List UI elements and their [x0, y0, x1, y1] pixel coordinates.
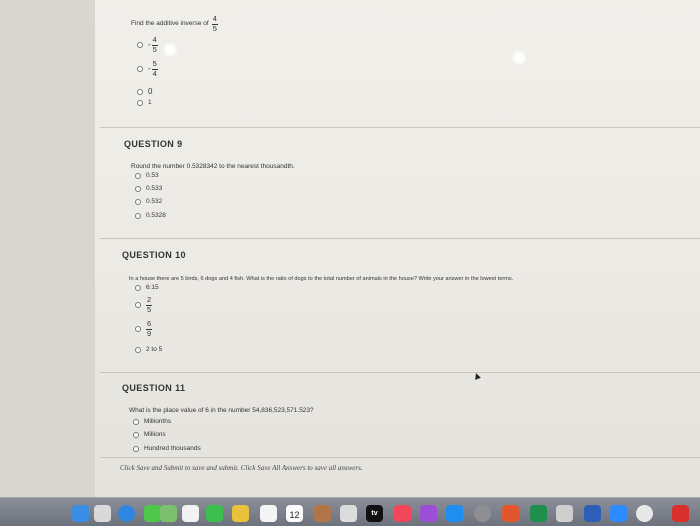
- radio-button[interactable]: [135, 173, 141, 179]
- zoom-icon[interactable]: [610, 505, 627, 522]
- question-8-fraction: $\frac{4}{5}$: [212, 14, 217, 34]
- excel-icon[interactable]: [530, 505, 547, 522]
- radio-button[interactable]: [137, 100, 143, 106]
- launchpad-icon[interactable]: [94, 505, 111, 522]
- divider: [100, 457, 700, 458]
- question-8-prompt-text: Find the additive inverse of: [131, 20, 209, 28]
- settings-icon[interactable]: [474, 505, 491, 522]
- footer-instructions: Click Save and Submit to save and submit. Click Save All Answers to save all answers.: [120, 464, 363, 472]
- onenote-icon[interactable]: [556, 505, 573, 522]
- q9-option-3[interactable]: 0.532: [135, 198, 162, 205]
- radio-button[interactable]: [135, 347, 141, 353]
- radio-button[interactable]: [135, 285, 141, 291]
- q10-option-4[interactable]: 2 to 5: [135, 346, 162, 353]
- facetime-icon[interactable]: [206, 505, 223, 522]
- q8-option-2[interactable]: - $\frac{5}{4}$: [137, 60, 158, 78]
- q9-option-4[interactable]: 0.5328: [135, 212, 166, 219]
- q8-option-1[interactable]: - $\frac{4}{5}$: [137, 36, 158, 54]
- calendar-icon[interactable]: [286, 505, 303, 522]
- radio-button[interactable]: [133, 419, 139, 425]
- radio-button[interactable]: [135, 326, 141, 332]
- reminders-icon[interactable]: [260, 505, 277, 522]
- q11-option-2[interactable]: Millions: [133, 431, 166, 438]
- question-11-title: QUESTION 11: [122, 383, 186, 393]
- radio-button[interactable]: [135, 302, 141, 308]
- appstore-icon[interactable]: [446, 505, 463, 522]
- finder-icon[interactable]: [72, 505, 89, 522]
- radio-button[interactable]: [135, 213, 141, 219]
- question-10-prompt: In a house there are 5 birds, 6 dogs and 4 fish. What is the ratio of dogs to the total number of animals in the house? Write your answer in the lowest terms.: [129, 276, 514, 282]
- radio-button[interactable]: [137, 66, 143, 72]
- q8-option-3[interactable]: 0: [137, 87, 152, 96]
- q8-option-4[interactable]: 1: [137, 99, 152, 106]
- chrome-icon[interactable]: [636, 505, 653, 522]
- acrobat-icon[interactable]: [672, 505, 689, 522]
- q9-option-1[interactable]: 0.53: [135, 172, 159, 179]
- radio-button[interactable]: [135, 199, 141, 205]
- radio-button[interactable]: [137, 89, 143, 95]
- divider: [100, 127, 700, 128]
- tv-icon[interactable]: [366, 505, 383, 522]
- podcasts-icon[interactable]: [420, 505, 437, 522]
- question-8-prompt: [131, 15, 218, 33]
- q10-option-2[interactable]: $\frac{2}{5}$: [135, 296, 152, 314]
- dots-icon[interactable]: [340, 505, 357, 522]
- tv-label: tv: [371, 510, 378, 517]
- question-9-title: QUESTION 9: [124, 139, 183, 149]
- calendar-day: 12: [289, 510, 300, 520]
- radio-button[interactable]: [133, 446, 139, 452]
- photos-icon[interactable]: [182, 505, 199, 522]
- screen-glare: [163, 43, 177, 57]
- radio-button[interactable]: [135, 186, 141, 192]
- q10-option-1[interactable]: 6:15: [135, 284, 159, 291]
- messages-icon[interactable]: [144, 505, 161, 522]
- word-icon[interactable]: [584, 505, 601, 522]
- question-9-prompt: Round the number 0.5328342 to the nearest thousandth.: [131, 163, 295, 170]
- q9-option-2[interactable]: 0.533: [135, 185, 162, 192]
- notes-icon[interactable]: [232, 505, 249, 522]
- contacts-icon[interactable]: [314, 505, 331, 522]
- maps-icon[interactable]: [160, 505, 177, 522]
- music-icon[interactable]: [394, 505, 411, 522]
- radio-button[interactable]: [133, 432, 139, 438]
- q11-option-3[interactable]: Hundred thousands: [133, 445, 201, 452]
- q11-option-1[interactable]: Millionths: [133, 418, 171, 425]
- divider: [100, 372, 700, 373]
- screen-glare: [512, 51, 526, 65]
- divider: [100, 238, 700, 239]
- safari-icon[interactable]: [118, 505, 135, 522]
- q10-option-3[interactable]: $\frac{6}{9}$: [135, 320, 152, 338]
- office-icon[interactable]: [502, 505, 519, 522]
- radio-button[interactable]: [137, 42, 143, 48]
- question-10-title: QUESTION 10: [122, 250, 186, 260]
- question-11-prompt: What is the place value of 6 in the number 54,836,523,571.523?: [129, 407, 314, 414]
